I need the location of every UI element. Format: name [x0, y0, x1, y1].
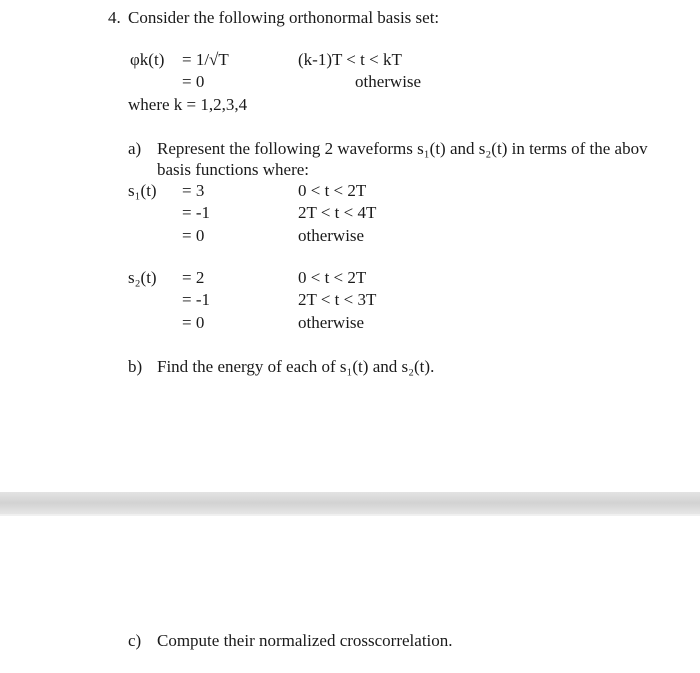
part-c-text: Compute their normalized crosscorrelation.	[157, 631, 453, 650]
basis-index-range: where k = 1,2,3,4	[128, 95, 248, 114]
question-number: 4.	[108, 8, 121, 27]
s1-value-row2: = -1	[182, 203, 210, 222]
s1-cond-row3: otherwise	[298, 226, 365, 245]
part-a-text-line2: basis functions where:	[157, 160, 310, 179]
s2-value-row2: = -1	[182, 290, 210, 309]
basis-value-zero: = 0	[182, 72, 205, 91]
s1-value-row3: = 0	[182, 226, 205, 245]
page-separator	[0, 492, 700, 514]
page-separator-edge	[0, 514, 700, 516]
s1-cond-row2: 2T < t < 4T	[298, 203, 377, 222]
basis-function-label: φk(t)	[130, 50, 165, 69]
s2-label: s₂(t)	[128, 268, 157, 287]
question-title: Consider the following orthonormal basis set:	[128, 8, 440, 27]
s1-value-row1: = 3	[182, 181, 205, 200]
part-b-label: b)	[128, 357, 143, 376]
s2-cond-row2: 2T < t < 3T	[298, 290, 377, 309]
basis-value-nonzero: = 1/√T	[182, 50, 229, 69]
part-b-text: Find the energy of each of s₁(t) and s₂(t).	[157, 357, 435, 376]
part-c-label: c)	[128, 631, 142, 650]
s2-value-row1: = 2	[182, 268, 205, 287]
part-a-label: a)	[128, 139, 142, 158]
basis-otherwise-condition: otherwise	[355, 72, 422, 91]
s2-cond-row3: otherwise	[298, 313, 365, 332]
s1-cond-row1: 0 < t < 2T	[298, 181, 367, 200]
part-a-text-line1: Represent the following 2 waveforms s₁(t) and s₂(t) in terms of the abov	[157, 139, 648, 158]
s2-value-row3: = 0	[182, 313, 205, 332]
basis-interval-condition: (k-1)T < t < kT	[298, 50, 402, 69]
s1-label: s₁(t)	[128, 181, 157, 200]
s2-cond-row1: 0 < t < 2T	[298, 268, 367, 287]
